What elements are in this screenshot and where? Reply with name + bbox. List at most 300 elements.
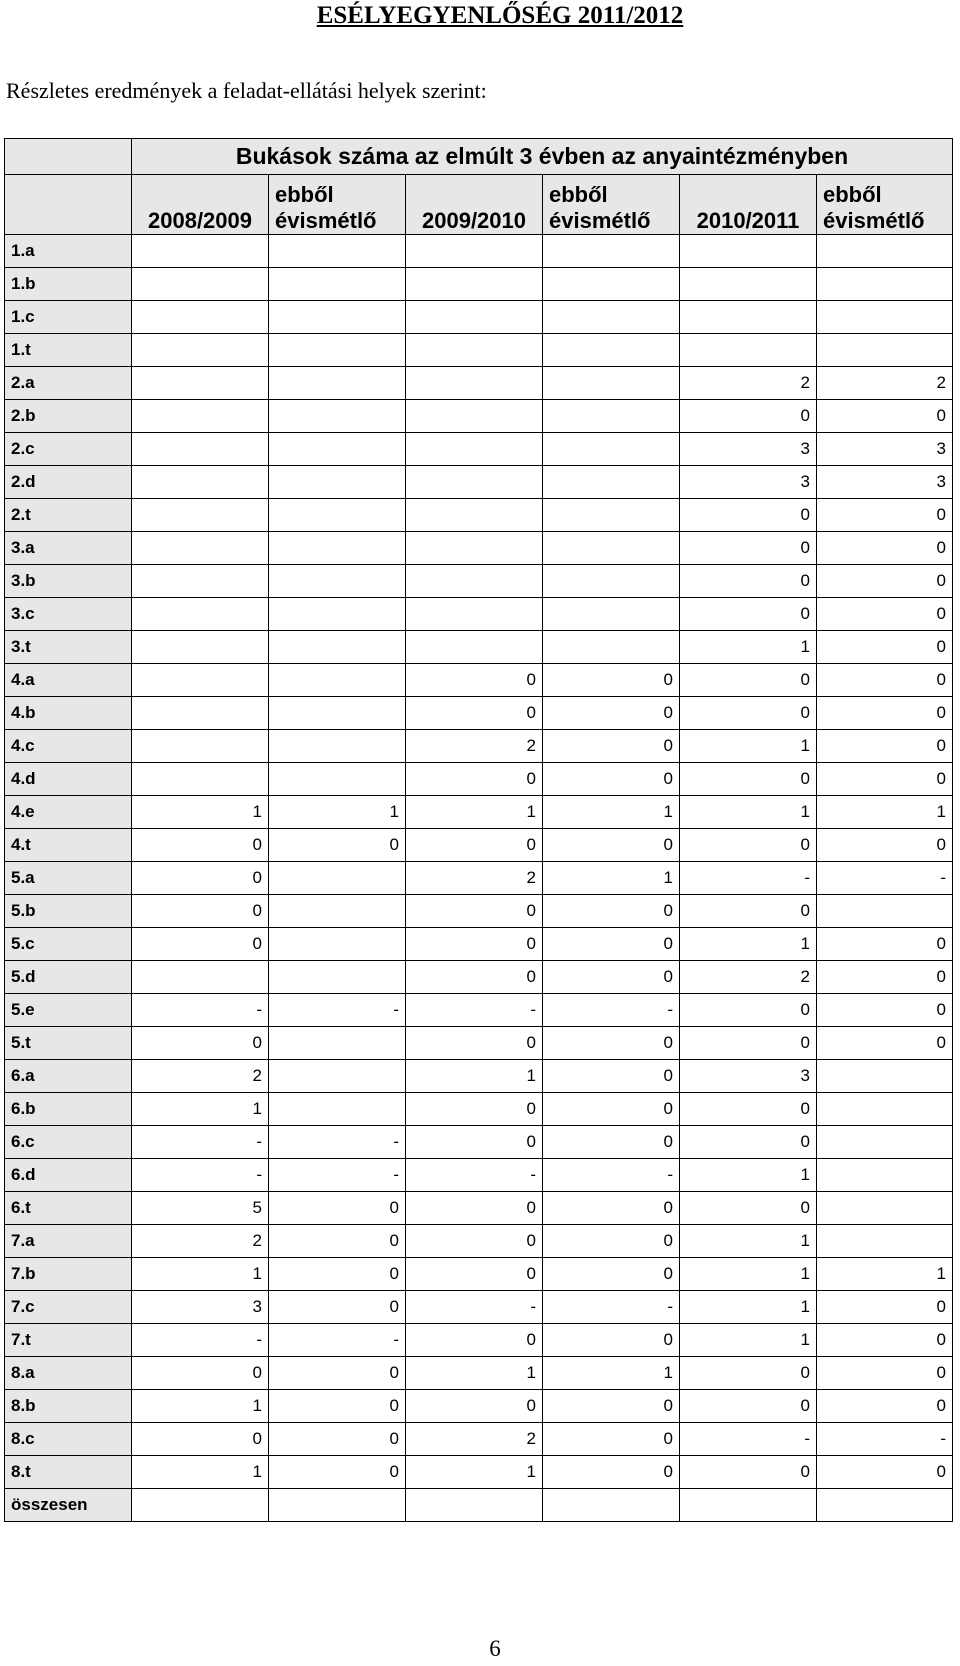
table-row [5, 1456, 953, 1489]
table-cell: 1 [543, 862, 680, 895]
table-row [5, 994, 953, 1027]
table-cell: 1 [132, 796, 269, 829]
table-cell: 0 [543, 895, 680, 928]
table-cell [269, 400, 406, 433]
table-cell: 0 [817, 1027, 953, 1060]
row-label: 3.t [5, 631, 132, 664]
row-label: 4.t [5, 829, 132, 862]
table-cell: - [269, 1324, 406, 1357]
table-cell: 2 [406, 1423, 543, 1456]
table-row [5, 1060, 953, 1093]
table-row [5, 862, 953, 895]
table-row [5, 1093, 953, 1126]
table-cell [269, 1093, 406, 1126]
page-number: 6 [489, 1636, 501, 1661]
row-label: 4.e [5, 796, 132, 829]
table-cell [269, 961, 406, 994]
document-subtitle: Részletes eredmények a feladat-ellátási helyek szerint: [6, 78, 487, 103]
table-cell: - [269, 1159, 406, 1192]
table-cell [269, 1027, 406, 1060]
row-label: 6.b [5, 1093, 132, 1126]
column-header-repeaters-2010-2011: ebből évismétlő [817, 175, 953, 235]
table-row [5, 1291, 953, 1324]
table-cell: 0 [680, 697, 817, 730]
table-cell: 0 [680, 1357, 817, 1390]
table-cell [269, 268, 406, 301]
table-cell: 0 [406, 928, 543, 961]
table-cell: - [543, 1159, 680, 1192]
table-cell [269, 235, 406, 268]
row-label-header-cell [5, 175, 132, 235]
table-row [5, 334, 953, 367]
table-cell: 0 [406, 664, 543, 697]
table-cell: - [543, 994, 680, 1027]
row-label: 2.c [5, 433, 132, 466]
row-label: 1.t [5, 334, 132, 367]
row-label: 3.b [5, 565, 132, 598]
table-cell: 3 [680, 433, 817, 466]
table-cell [269, 499, 406, 532]
table-cell [269, 730, 406, 763]
table-cell: 0 [817, 961, 953, 994]
table-cell: 0 [680, 598, 817, 631]
table-cell [817, 1159, 953, 1192]
row-label: 2.d [5, 466, 132, 499]
row-label: 6.c [5, 1126, 132, 1159]
table-cell: 0 [543, 1423, 680, 1456]
table-cell [269, 862, 406, 895]
row-label: 7.b [5, 1258, 132, 1291]
row-label: 5.d [5, 961, 132, 994]
row-label: 5.e [5, 994, 132, 1027]
table-cell: 0 [817, 697, 953, 730]
table-cell [680, 268, 817, 301]
table-cell: - [680, 1423, 817, 1456]
table-cell [543, 334, 680, 367]
table-cell: 0 [406, 895, 543, 928]
table-cell: 0 [543, 1126, 680, 1159]
column-header-row [5, 175, 953, 235]
table-cell: 1 [543, 1357, 680, 1390]
table-cell: 0 [817, 1357, 953, 1390]
table-cell: 1 [680, 1291, 817, 1324]
table-cell: 2 [132, 1060, 269, 1093]
table-cell [680, 235, 817, 268]
table-cell: 3 [817, 433, 953, 466]
table-row [5, 1159, 953, 1192]
table-row [5, 961, 953, 994]
table-cell: 1 [406, 796, 543, 829]
table-cell: 0 [269, 1258, 406, 1291]
table-cell [406, 532, 543, 565]
table-cell [817, 268, 953, 301]
table-cell [543, 631, 680, 664]
table-row [5, 1027, 953, 1060]
table-cell: 0 [817, 1324, 953, 1357]
document-title: ESÉLYEGYENLŐSÉG 2011/2012 [316, 2, 684, 29]
table-row [5, 928, 953, 961]
table-cell: 0 [680, 1093, 817, 1126]
table-cell [406, 334, 543, 367]
table-body [5, 235, 953, 1522]
table-cell: - [543, 1291, 680, 1324]
table-cell: 0 [543, 928, 680, 961]
table-cell [406, 235, 543, 268]
row-label: 7.t [5, 1324, 132, 1357]
table-cell [132, 763, 269, 796]
table-cell: 0 [680, 1390, 817, 1423]
table-cell: - [269, 1126, 406, 1159]
table-cell: 0 [269, 1357, 406, 1390]
table-cell: 0 [543, 1093, 680, 1126]
table-cell: - [817, 862, 953, 895]
table-cell: 0 [543, 1258, 680, 1291]
table-cell [269, 301, 406, 334]
table-cell: 1 [817, 1258, 953, 1291]
table-cell: 0 [817, 829, 953, 862]
table-cell [817, 235, 953, 268]
table-cell: 0 [543, 829, 680, 862]
table-cell [543, 433, 680, 466]
table-cell [132, 631, 269, 664]
row-label: 2.t [5, 499, 132, 532]
row-label: 5.a [5, 862, 132, 895]
table-cell: 1 [680, 1324, 817, 1357]
table-cell [269, 1060, 406, 1093]
column-header-2008-2009: 2008/2009 [132, 175, 269, 235]
table-cell [269, 763, 406, 796]
row-label: 5.t [5, 1027, 132, 1060]
table-cell: 0 [680, 565, 817, 598]
table-cell [132, 961, 269, 994]
table-cell: 5 [132, 1192, 269, 1225]
table-cell [680, 301, 817, 334]
table-row [5, 367, 953, 400]
table-cell: 0 [269, 1390, 406, 1423]
table-cell [132, 565, 269, 598]
table-cell [817, 1192, 953, 1225]
table-row [5, 697, 953, 730]
table-row [5, 1390, 953, 1423]
table-cell: - [132, 1324, 269, 1357]
table-cell [269, 631, 406, 664]
table-cell: 0 [132, 1027, 269, 1060]
table-cell: 0 [817, 664, 953, 697]
table-cell: 0 [817, 1390, 953, 1423]
table-cell: 0 [543, 664, 680, 697]
table-cell [543, 598, 680, 631]
table-cell: 0 [817, 1456, 953, 1489]
row-label: 1.b [5, 268, 132, 301]
table-cell: 0 [132, 895, 269, 928]
table-cell: 0 [817, 1291, 953, 1324]
table-cell [132, 268, 269, 301]
table-cell [132, 697, 269, 730]
table-cell: 0 [406, 1093, 543, 1126]
table-cell [269, 598, 406, 631]
table-cell [543, 532, 680, 565]
table-cell [817, 334, 953, 367]
table-cell: 0 [406, 961, 543, 994]
table-cell [132, 433, 269, 466]
table-row [5, 631, 953, 664]
table-row [5, 1489, 953, 1522]
row-label: 4.b [5, 697, 132, 730]
table-row [5, 730, 953, 763]
table-cell: 0 [680, 994, 817, 1027]
table-cell [817, 1489, 953, 1522]
table-cell [543, 301, 680, 334]
table-cell: 1 [406, 1456, 543, 1489]
table-cell [680, 334, 817, 367]
table-cell: 0 [269, 1291, 406, 1324]
column-header-2009-2010: 2009/2010 [406, 175, 543, 235]
table-cell: 0 [817, 994, 953, 1027]
table-cell [406, 466, 543, 499]
table-cell: 2 [680, 961, 817, 994]
corner-cell [5, 139, 132, 175]
table-row [5, 829, 953, 862]
table-cell: 0 [680, 763, 817, 796]
row-label: 3.a [5, 532, 132, 565]
table-cell: 0 [680, 532, 817, 565]
table-cell [543, 235, 680, 268]
table-cell [543, 499, 680, 532]
table-cell [132, 499, 269, 532]
table-cell [269, 664, 406, 697]
table-cell: 0 [817, 730, 953, 763]
table-cell [817, 1093, 953, 1126]
table-cell: 3 [817, 466, 953, 499]
table-cell: - [406, 1159, 543, 1192]
table-cell [406, 598, 543, 631]
table-cell: 1 [680, 796, 817, 829]
table-cell: 0 [406, 1027, 543, 1060]
table-cell [132, 532, 269, 565]
table-cell: 1 [543, 796, 680, 829]
table-cell: 0 [269, 1423, 406, 1456]
table-cell: 2 [406, 730, 543, 763]
table-cell: 0 [680, 895, 817, 928]
table-row [5, 268, 953, 301]
table-cell [543, 400, 680, 433]
table-cell: - [269, 994, 406, 1027]
table-cell: 0 [132, 1357, 269, 1390]
table-cell: 0 [543, 763, 680, 796]
row-label: 5.b [5, 895, 132, 928]
table-cell: 1 [680, 1258, 817, 1291]
table-cell: 0 [680, 1456, 817, 1489]
table-cell: 1 [406, 1357, 543, 1390]
table-cell: - [406, 994, 543, 1027]
table-cell: 0 [543, 1225, 680, 1258]
table-cell: 0 [680, 829, 817, 862]
table-cell: 0 [132, 928, 269, 961]
table-cell: 1 [680, 928, 817, 961]
row-label: 6.d [5, 1159, 132, 1192]
table-cell [406, 400, 543, 433]
table-cell [543, 565, 680, 598]
table-cell: 0 [269, 829, 406, 862]
table-row [5, 235, 953, 268]
row-label: 2.b [5, 400, 132, 433]
main-header: Bukások száma az elmúlt 3 évben az anyaintézményben [132, 139, 953, 175]
table-cell: 0 [543, 697, 680, 730]
table-cell [543, 1489, 680, 1522]
table-cell: - [132, 994, 269, 1027]
table-cell [406, 1489, 543, 1522]
table-cell [269, 928, 406, 961]
table-cell: 0 [817, 499, 953, 532]
table-cell: 3 [132, 1291, 269, 1324]
table-cell: 0 [543, 1324, 680, 1357]
table-cell: - [132, 1159, 269, 1192]
table-cell [406, 499, 543, 532]
row-label: 1.a [5, 235, 132, 268]
table-cell: 0 [543, 730, 680, 763]
table-cell: - [817, 1423, 953, 1456]
row-label: 7.a [5, 1225, 132, 1258]
table-cell [132, 598, 269, 631]
table-row [5, 1324, 953, 1357]
table-row [5, 466, 953, 499]
table-cell: 0 [817, 400, 953, 433]
table-cell [269, 433, 406, 466]
results-table [4, 138, 953, 1522]
table-cell: 0 [269, 1192, 406, 1225]
table-cell: 0 [817, 928, 953, 961]
table-cell: 1 [406, 1060, 543, 1093]
table-cell [680, 1489, 817, 1522]
table-row [5, 1258, 953, 1291]
table-cell: 0 [543, 1456, 680, 1489]
table-cell: 0 [817, 598, 953, 631]
row-label: 3.c [5, 598, 132, 631]
table-cell [132, 664, 269, 697]
table-cell [269, 367, 406, 400]
table-cell: 3 [680, 1060, 817, 1093]
table-row [5, 1126, 953, 1159]
row-label: 8.t [5, 1456, 132, 1489]
table-cell: 1 [817, 796, 953, 829]
table-cell: 0 [543, 1390, 680, 1423]
table-header-row [5, 139, 953, 175]
table-row [5, 301, 953, 334]
table-cell: 0 [543, 1060, 680, 1093]
table-cell: 0 [680, 1027, 817, 1060]
table-cell: 1 [680, 1159, 817, 1192]
table-cell: 1 [680, 730, 817, 763]
table-cell [269, 334, 406, 367]
table-cell: 0 [269, 1225, 406, 1258]
table-row [5, 895, 953, 928]
table-cell: 0 [817, 565, 953, 598]
table-row [5, 598, 953, 631]
table-cell [269, 565, 406, 598]
table-cell: 0 [680, 1126, 817, 1159]
table-cell: 1 [269, 796, 406, 829]
table-cell: 2 [680, 367, 817, 400]
table-cell: 0 [406, 829, 543, 862]
table-cell: 0 [132, 829, 269, 862]
table-row [5, 400, 953, 433]
table-cell: 1 [132, 1390, 269, 1423]
table-row [5, 796, 953, 829]
table-cell: 3 [680, 466, 817, 499]
table-cell [132, 1489, 269, 1522]
table-row [5, 532, 953, 565]
row-label: 6.a [5, 1060, 132, 1093]
table-cell [406, 565, 543, 598]
table-cell: 0 [680, 499, 817, 532]
table-cell: 0 [817, 532, 953, 565]
table-cell: 0 [406, 763, 543, 796]
row-label: 1.c [5, 301, 132, 334]
table-cell [132, 235, 269, 268]
table-cell [817, 1126, 953, 1159]
table-row [5, 565, 953, 598]
row-label: 4.d [5, 763, 132, 796]
table-cell: 0 [406, 1390, 543, 1423]
table-cell [543, 367, 680, 400]
column-header-repeaters-2009-2010: ebből évismétlő [543, 175, 680, 235]
row-label: 6.t [5, 1192, 132, 1225]
row-label: 8.b [5, 1390, 132, 1423]
table-cell [269, 895, 406, 928]
table-cell: 0 [817, 763, 953, 796]
table-cell [269, 532, 406, 565]
table-row [5, 1357, 953, 1390]
table-cell [817, 895, 953, 928]
table-cell: - [132, 1126, 269, 1159]
table-cell [269, 466, 406, 499]
table-cell: 1 [680, 1225, 817, 1258]
table-cell: 0 [406, 1192, 543, 1225]
table-cell [269, 1489, 406, 1522]
table-row [5, 499, 953, 532]
table-cell: 0 [543, 961, 680, 994]
table-cell [269, 697, 406, 730]
table-cell: 1 [132, 1093, 269, 1126]
table-cell: - [680, 862, 817, 895]
table-cell [543, 466, 680, 499]
row-label: 7.c [5, 1291, 132, 1324]
table-cell [406, 433, 543, 466]
table-cell: 0 [680, 664, 817, 697]
table-cell: 1 [132, 1456, 269, 1489]
table-cell [132, 466, 269, 499]
table-cell [406, 367, 543, 400]
row-label: 4.a [5, 664, 132, 697]
table-cell [132, 301, 269, 334]
table-row [5, 763, 953, 796]
table-cell [132, 334, 269, 367]
table-cell: 2 [406, 862, 543, 895]
table-cell: 0 [406, 1324, 543, 1357]
table-row [5, 1192, 953, 1225]
table-cell [543, 268, 680, 301]
table-cell [406, 268, 543, 301]
row-label: 8.c [5, 1423, 132, 1456]
table-cell [406, 631, 543, 664]
table-cell: 2 [817, 367, 953, 400]
table-cell: 0 [269, 1456, 406, 1489]
column-header-repeaters-2008-2009: ebből évismétlő [269, 175, 406, 235]
table-cell: 0 [817, 631, 953, 664]
table-cell: 0 [406, 1225, 543, 1258]
row-label: 2.a [5, 367, 132, 400]
column-header-2010-2011: 2010/2011 [680, 175, 817, 235]
